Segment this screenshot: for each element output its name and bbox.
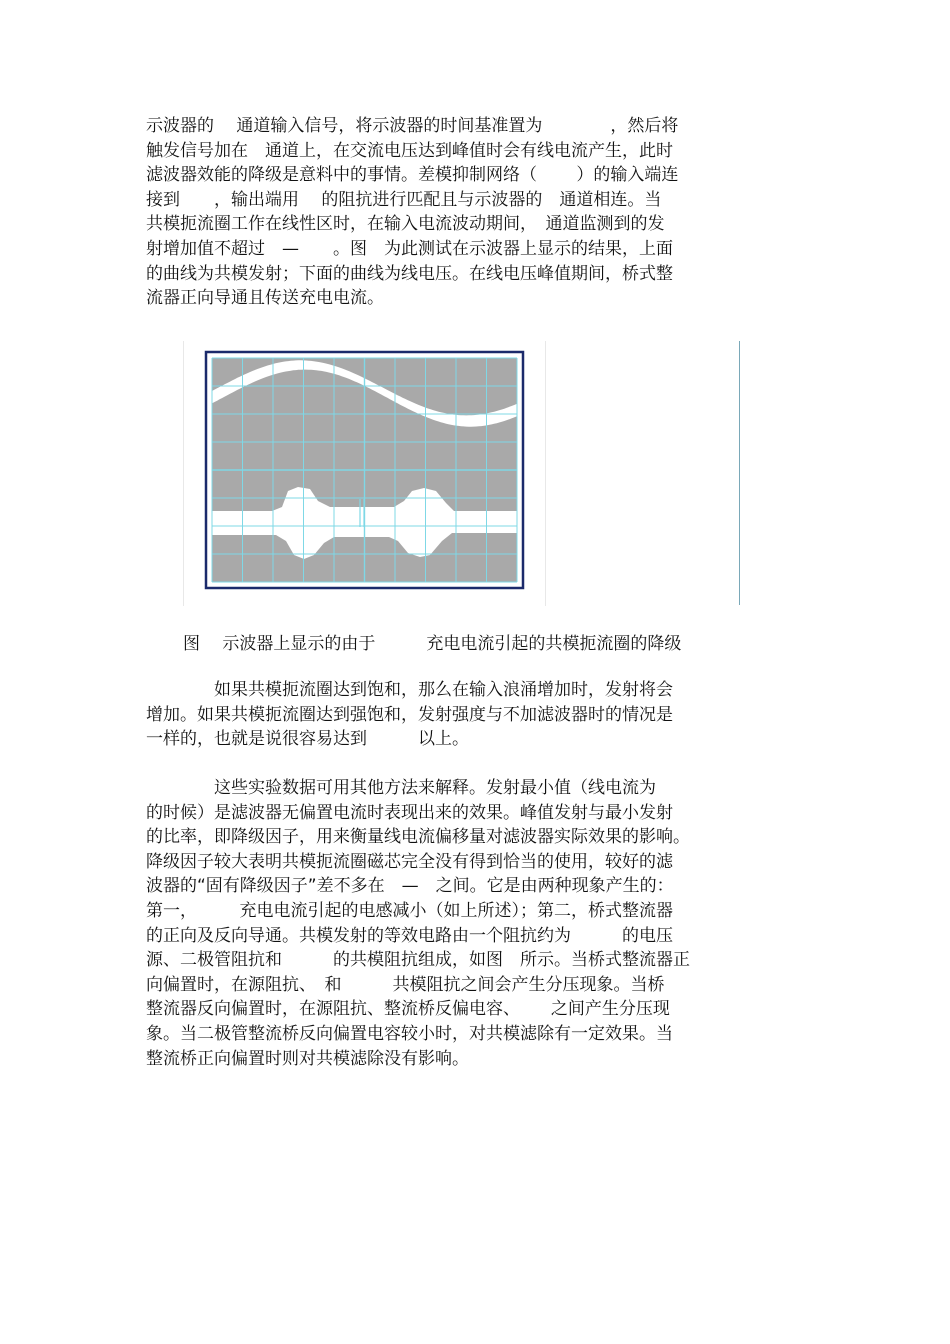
paragraph-line: 整流器反向偏置时，在源阻抗、整流桥反偏电容、 之间产生分压现 — [146, 999, 670, 1020]
paragraph-line: 的曲线为共模发射；下面的曲线为线电压。在线电压峰值期间，桥式整 — [146, 263, 673, 284]
paragraph-line: 一样的，也就是说很容易达到 以上。 — [146, 729, 469, 750]
paragraph-line: 象。当二极管整流桥反向偏置电容较小时，对共模滤除有一定效果。当 — [146, 1023, 673, 1044]
paragraph-1 — [146, 114, 750, 311]
paragraph-line: 降级因子较大表明共模扼流圈磁芯完全没有得到恰当的使用，较好的滤 — [146, 851, 673, 872]
paragraph-line: 如果共模扼流圈达到饱和，那么在输入浪涌增加时，发射将会 — [146, 680, 673, 700]
paragraph-line: 射增加值不超过 — 。图 为此测试在示波器上显示的结果，上面 — [146, 238, 673, 259]
oscilloscope-screen — [184, 341, 545, 606]
paragraph-line: 的正向及反向导通。共模发射的等效电路由一个阻抗约为 的电压 — [146, 925, 673, 946]
margin-rule — [739, 341, 740, 605]
paragraph-line: 共模扼流圈工作在线性区时，在输入电流波动期间， 通道监测到的发 — [146, 214, 665, 235]
paragraph-line: 增加。如果共模扼流圈达到强饱和，发射强度与不加滤波器时的情况是 — [146, 704, 673, 725]
paragraph-line: 源、二极管阻抗和 的共模阻抗组成，如图 所示。当桥式整流器正 — [146, 950, 690, 971]
paragraph-line: 触发信号加在 通道上，在交流电压达到峰值时会有线电流产生，此时 — [146, 140, 673, 161]
figure-caption: 图 示波器上显示的由于 充电电流引起的共模扼流圈的降级 — [183, 634, 682, 654]
paragraph-line: 向偏置时，在源阻抗、 和 共模阻抗之间会产生分压现象。当桥 — [146, 974, 665, 995]
paragraph-line: 这些实验数据可用其他方法来解释。发射最小值（线电流为 — [146, 778, 656, 798]
paragraph-line: 的时候）是滤波器无偏置电流时表现出来的效果。峰值发射与最小发射 — [146, 802, 673, 823]
paragraph-line: 波器的“固有降级因子”差不多在 — 之间。它是由两种现象产生的： — [146, 876, 674, 897]
paragraph-line: 滤波器效能的降级是意料中的事情。差模抑制网络（ ）的输入端连 — [146, 165, 679, 186]
paragraph-line: 示波器的 通道输入信号，将示波器的时间基准置为 ，然后将 — [146, 116, 679, 136]
paragraph-line: 的比率，即降级因子，用来衡量线电流偏移量对滤波器实际效果的影响。 — [146, 827, 690, 848]
paragraph-line: 第一， 充电电流引起的电感减小（如上所述）；第二，桥式整流器 — [146, 900, 673, 921]
oscilloscope-figure — [183, 341, 546, 606]
paragraph-3 — [146, 776, 750, 1071]
paragraph-line: 流器正向导通且传送充电电流。 — [146, 288, 384, 309]
paragraph-line: 整流桥正向偏置时则对共模滤除没有影响。 — [146, 1048, 469, 1069]
paragraph-line: 接到 ，输出端用 的阻抗进行匹配且与示波器的 通道相连。当 — [146, 189, 662, 210]
paragraph-2 — [146, 678, 750, 752]
